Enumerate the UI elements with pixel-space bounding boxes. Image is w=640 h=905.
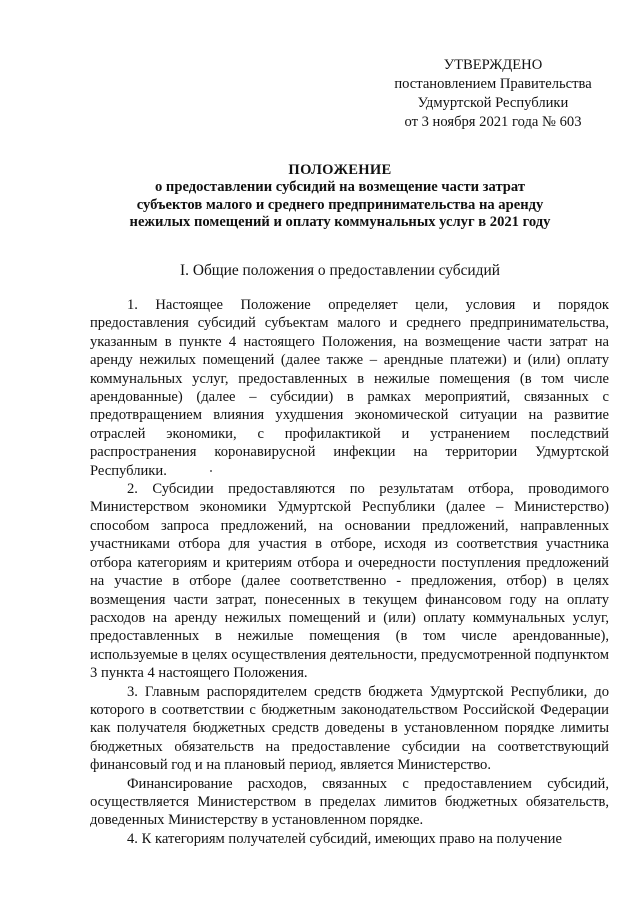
title-line-2: субъектов малого и среднего предпринимательства на аренду: [136, 196, 544, 213]
title-main: ПОЛОЖЕНИЕ: [288, 162, 392, 178]
approval-title: УТВЕРЖДЕНО: [443, 57, 543, 73]
document-body: [90, 296, 609, 848]
document-title: [80, 162, 600, 232]
title-line-1: о предоставлении субсидий на возмещение части затрат: [154, 179, 526, 196]
approval-date-number: от 3 ноября 2021 года № 603: [404, 114, 582, 130]
paragraph-4: 4. К категориям получателей субсидий, имеющих право на получение: [127, 830, 562, 847]
paragraph-1: 1. Настоящее Положение определяет цели, условия и порядок предоставления субсидий субъектам малого и среднего предпринимательства, указанным в пункте 4 настоящего Положения, на возмещение части затрат на аренду нежилых помещений (далее также – арендные платежи) и (или) оплату коммунальных услуг, предоставленных в нежилые помещения (в том числе арендованные) (далее – субсидии) в рамках мероприятий, связанных с предотвращением влияния ухудшения экономической ситуации на развитие отраслей экономики, с профилактикой и устранением последствий распространения коронавирусной инфекции на территории Удмуртской Республики.: [90, 297, 609, 479]
paragraph-2: 2. Субсидии предоставляются по результатам отбора, проводимого Министерством экономики Удмуртской Республики (далее – Министерство) способом запроса предложений, на основании предложений, направленных участниками отбора для участия в отборе, исходя из соответствия участника отбора категориям и критериям отбора и очередности поступления предложений на участие в отборе (далее соответственно - предложения, отбор) в целях возмещения части затрат, понесенных в текущем финансовом году на оплату расходов на аренду нежилых помещений и (или) оплату коммунальных услуг, предоставленных в нежилые помещения (в том числе арендованные), используемые в целях осуществления деятельности, предусмотренной подпунктом 3 пункта 4 настоящего Положения.: [90, 481, 609, 682]
section-heading: I. Общие положения о предоставлении субсидий: [180, 262, 500, 279]
approval-region: Удмуртской Республики: [417, 95, 569, 111]
title-line-3: нежилых помещений и оплату коммунальных услуг в 2021 году: [129, 214, 551, 231]
paragraph-3-financing: Финансирование расходов, связанных с предоставлением субсидий, осуществляется Министерством в пределах лимитов бюджетных обязательств, доведенных Министерству в установленном порядке.: [90, 775, 609, 829]
approval-authority: постановлением Правительства: [394, 76, 592, 92]
paragraph-3: 3. Главным распорядителем средств бюджета Удмуртской Республики, до которого в соответствии с бюджетным законодательством Российской Федерации как получателя бюджетных средств доведены в установленном порядке лимиты бюджетных обязательств на предоставление субсидии на соответствующий финансовый год и на плановый период, является Министерство.: [90, 683, 609, 774]
approval-stamp: [378, 56, 608, 132]
scan-speck: [210, 470, 212, 472]
